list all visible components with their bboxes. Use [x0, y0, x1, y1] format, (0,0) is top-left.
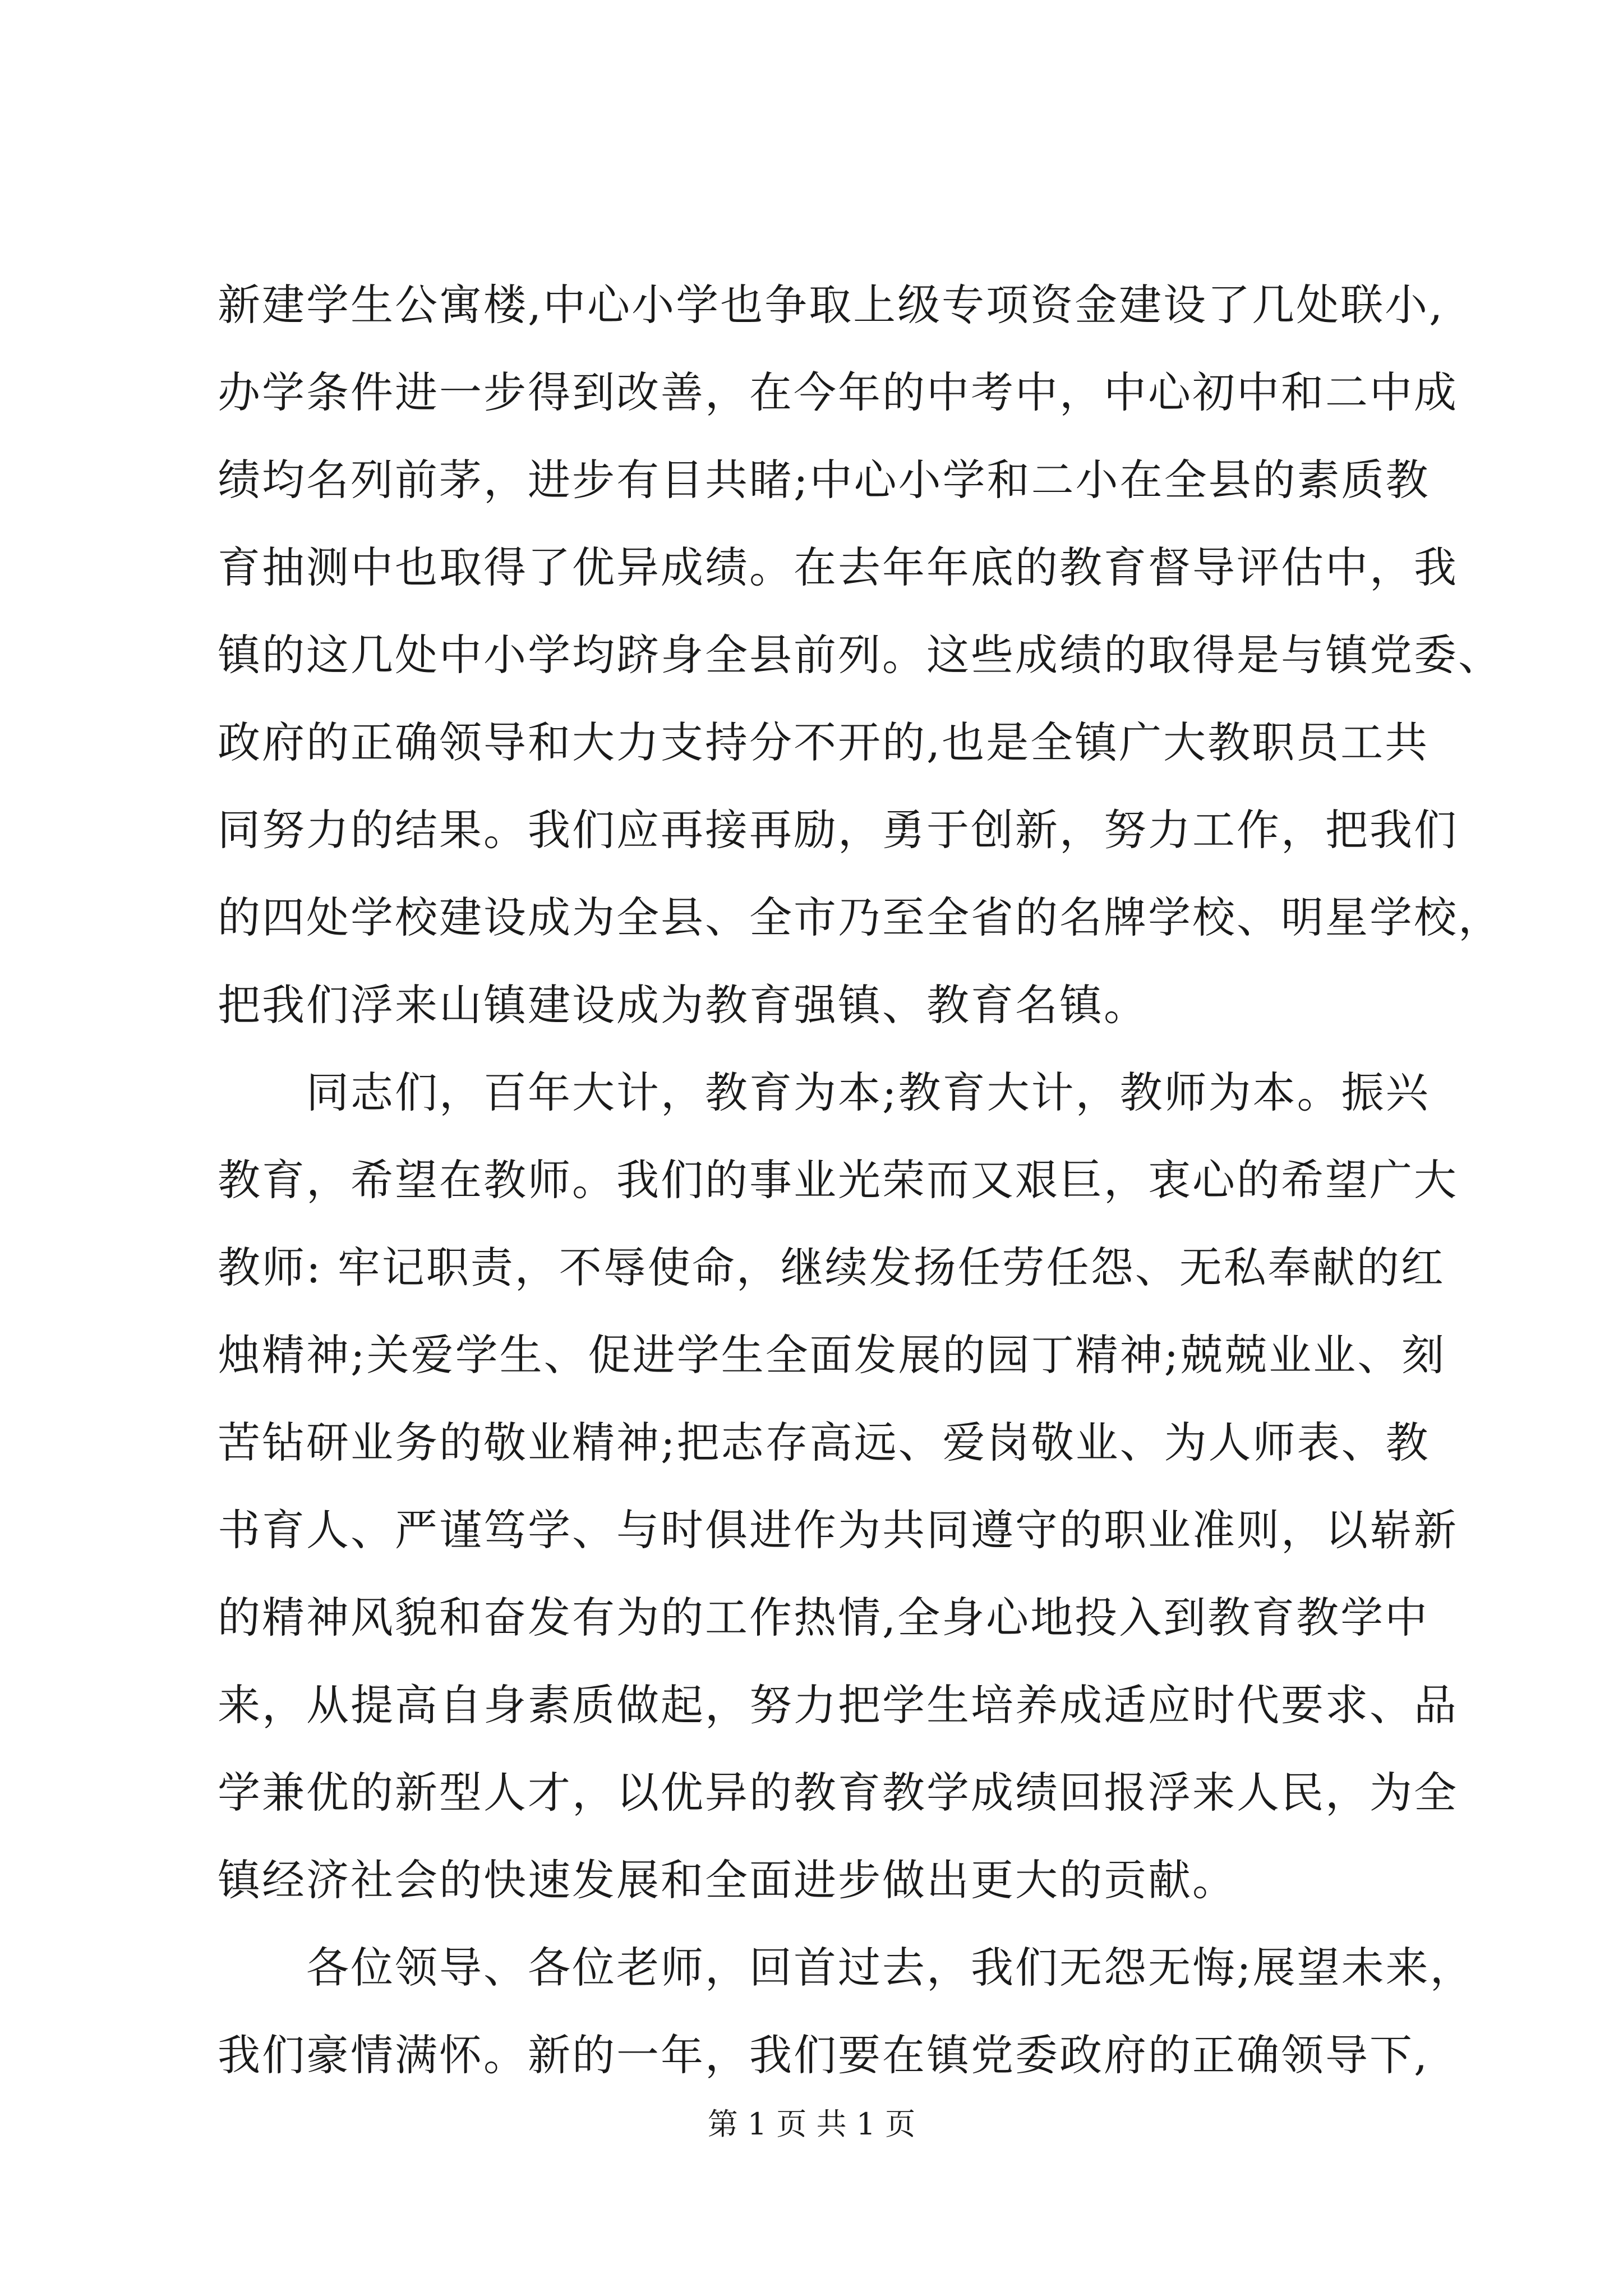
paragraph-3 [218, 1924, 1474, 2099]
text-line: 同志们，百年大计，教育为本;教育大计，教师为本。振兴 [306, 1068, 1430, 1117]
text-line: 的精神风貌和奋发有为的工作热情,全身心地投入到教育教学中 [218, 1593, 1430, 1642]
text-line: 新建学生公寓楼,中心小学也争取上级专项资金建设了几处联小, [218, 280, 1445, 330]
paragraph-2 [218, 1049, 1458, 1924]
text-line: 我们豪情满怀。新的一年，我们要在镇党委政府的正确领导下, [218, 2030, 1430, 2080]
text-line: 镇的这几处中小学均跻身全县前列。这些成绩的取得是与镇党委、 [218, 630, 1502, 680]
body-text [218, 261, 1502, 2099]
text-line: 政府的正确领导和大力支持分不开的,也是全镇广大教职员工共 [218, 717, 1430, 767]
text-line: 教育，希望在教师。我们的事业光荣而又艰巨，衷心的希望广大 [218, 1155, 1458, 1205]
text-line: 书育人、严谨笃学、与时俱进作为共同遵守的职业准则，以崭新 [218, 1505, 1458, 1555]
text-line: 烛精神;关爱学生、促进学生全面发展的园丁精神;兢兢业业、刻 [218, 1330, 1446, 1380]
text-line: 来，从提高自身素质做起，努力把学生培养成适应时代要求、品 [218, 1680, 1458, 1730]
text-line: 苦钻研业务的敬业精神;把志存高远、爱岗敬业、为人师表、教 [218, 1418, 1430, 1467]
page-number: 第 1 页 共 1 页 [707, 2106, 916, 2142]
text-line: 同努力的结果。我们应再接再励，勇于创新，努力工作，把我们 [218, 805, 1458, 855]
text-line: 办学条件进一步得到改善，在今年的中考中，中心初中和二中成 [218, 367, 1458, 417]
text-line: 把我们浮来山镇建设成为教育强镇、教育名镇。 [218, 980, 1148, 1030]
text-line: 的四处学校建设成为全县、全市乃至全省的名牌学校、明星学校， [218, 892, 1502, 942]
text-line: 镇经济社会的快速发展和全面进步做出更大的贡献。 [218, 1855, 1237, 1905]
paragraph-1 [218, 261, 1502, 1049]
text-line: 教师: 牢记职责，不辱使命，继续发扬任劳任怨、无私奉献的红 [218, 1243, 1445, 1292]
text-line: 各位领导、各位老师，回首过去，我们无怨无悔;展望未来， [306, 1943, 1474, 1993]
text-line: 育抽测中也取得了优异成绩。在去年年底的教育督导评估中，我 [218, 542, 1458, 592]
text-line: 学兼优的新型人才，以优异的教育教学成绩回报浮来人民，为全 [218, 1768, 1458, 1818]
text-line: 绩均名列前茅，进步有目共睹;中心小学和二小在全县的素质教 [218, 455, 1430, 505]
